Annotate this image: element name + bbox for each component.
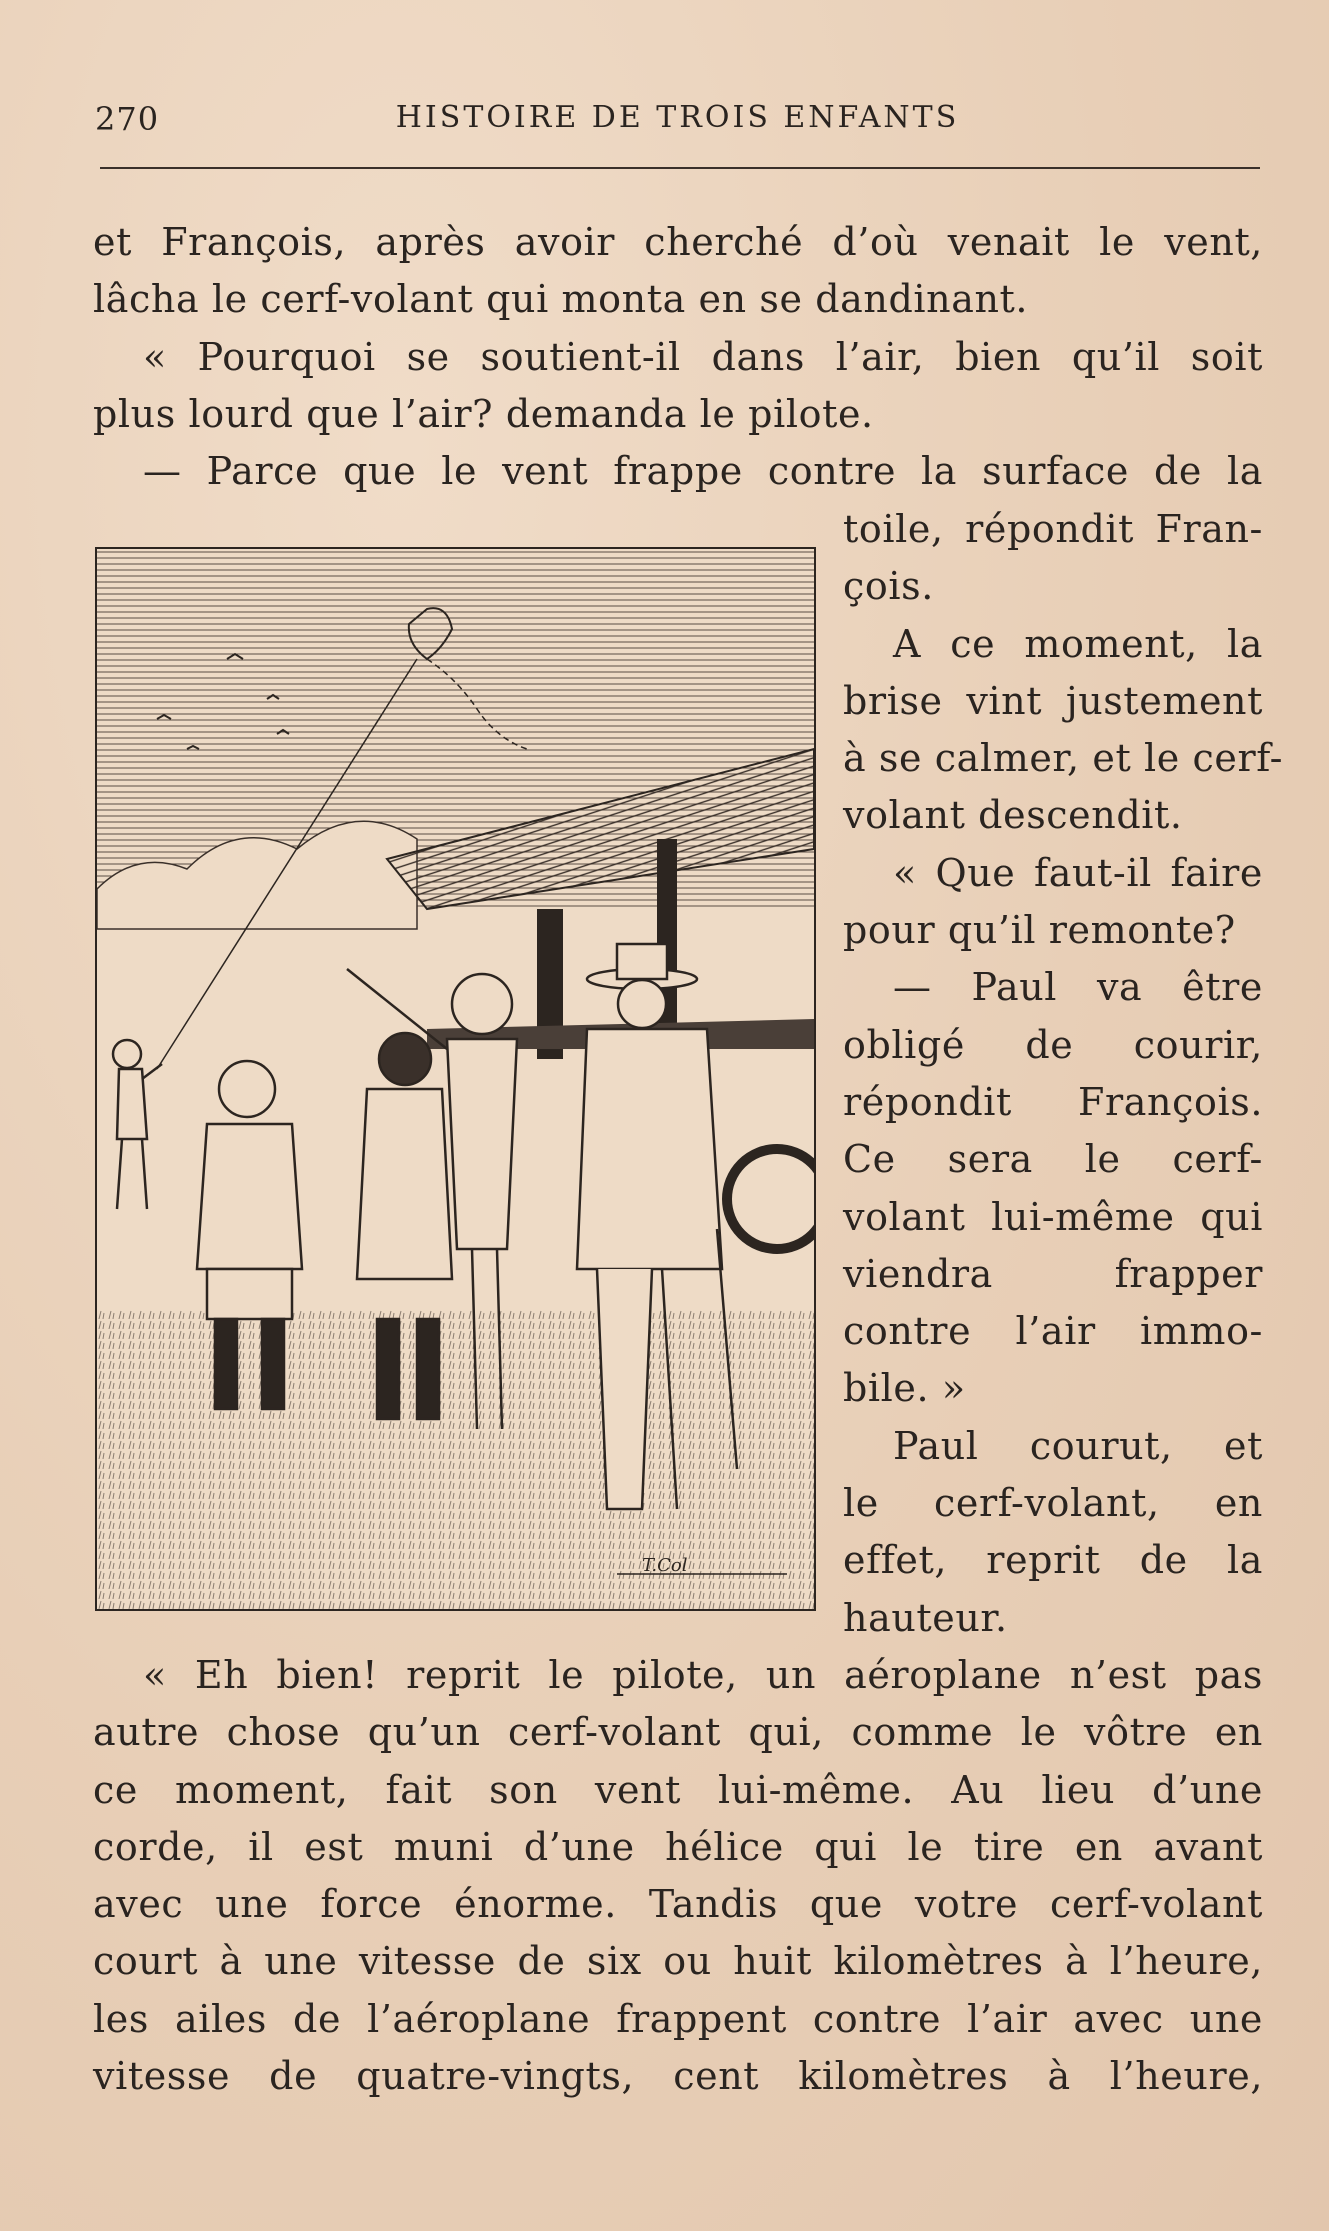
- text-line: effet, reprit de la: [843, 1538, 1263, 1583]
- text-line: — Parce que le vent frappe contre la surface de la: [143, 449, 1263, 494]
- page-number: 270: [95, 100, 160, 138]
- text-line: avec une force énorme. Tandis que votre cerf-volant: [93, 1882, 1263, 1927]
- side-text-block: [843, 501, 1284, 1647]
- text-line: « Pourquoi se soutient-il dans l’air, bien qu’il soit: [143, 334, 1263, 379]
- top-text-block: [93, 214, 1263, 500]
- text-line: lâcha le cerf-volant qui monta en se dandinant.: [93, 277, 1029, 322]
- text-line: court à une vitesse de six ou huit kilomètres à l’heure,: [93, 1939, 1263, 1984]
- text-line: hauteur.: [843, 1595, 1008, 1640]
- header-rule: [100, 167, 1260, 169]
- text-line: volant lui-même qui: [843, 1194, 1263, 1239]
- text-line: contre l’air immo-: [843, 1309, 1263, 1354]
- text-line: à se calmer, et le cerf-: [843, 736, 1284, 781]
- text-line: volant descendit.: [843, 793, 1183, 838]
- text-line: plus lourd que l’air? demanda le pilote.: [93, 391, 874, 436]
- kite-airplane-illustration-icon: [97, 549, 814, 1609]
- text-line: pour qu’il remonte?: [843, 908, 1236, 953]
- illustration-kite-airplane: [95, 547, 816, 1611]
- text-line: « Eh bien! reprit le pilote, un aéroplane n’est pas: [143, 1653, 1263, 1697]
- text-line: « Que faut-il faire: [893, 850, 1263, 895]
- text-line: autre chose qu’un cerf-volant qui, comme le vôtre en: [93, 1710, 1263, 1755]
- text-line: brise vint justement: [843, 678, 1263, 723]
- text-line: A ce moment, la: [893, 621, 1263, 666]
- text-line: corde, il est muni d’une hélice qui le tire en avant: [93, 1824, 1263, 1869]
- text-line: répondit François.: [843, 1079, 1263, 1124]
- text-line: bile. »: [843, 1366, 966, 1411]
- text-line: ce moment, fait son vent lui-même. Au lieu d’une: [93, 1767, 1263, 1812]
- text-line: vitesse de quatre-vingts, cent kilomètres à l’heure,: [93, 2054, 1263, 2099]
- text-line: çois.: [843, 564, 934, 609]
- page-header: [95, 100, 1260, 146]
- text-line: et François, après avoir cherché d’où venait le vent,: [93, 220, 1263, 264]
- bottom-text-block: [93, 1647, 1263, 2105]
- text-line: toile, répondit Fran-: [843, 507, 1263, 551]
- text-line: viendra frapper: [843, 1251, 1263, 1296]
- text-line: le cerf-volant, en: [843, 1481, 1263, 1526]
- text-line: Ce sera le cerf-: [843, 1137, 1263, 1182]
- text-line: les ailes de l’aéroplane frappent contre l’air avec une: [93, 1996, 1263, 2041]
- running-title: HISTOIRE DE TROIS ENFANTS: [395, 100, 960, 135]
- illustration-signature: T.Col: [642, 1555, 688, 1576]
- text-line: obligé de courir,: [843, 1022, 1263, 1067]
- text-line: — Paul va être: [893, 965, 1263, 1010]
- text-line: Paul courut, et: [893, 1423, 1263, 1468]
